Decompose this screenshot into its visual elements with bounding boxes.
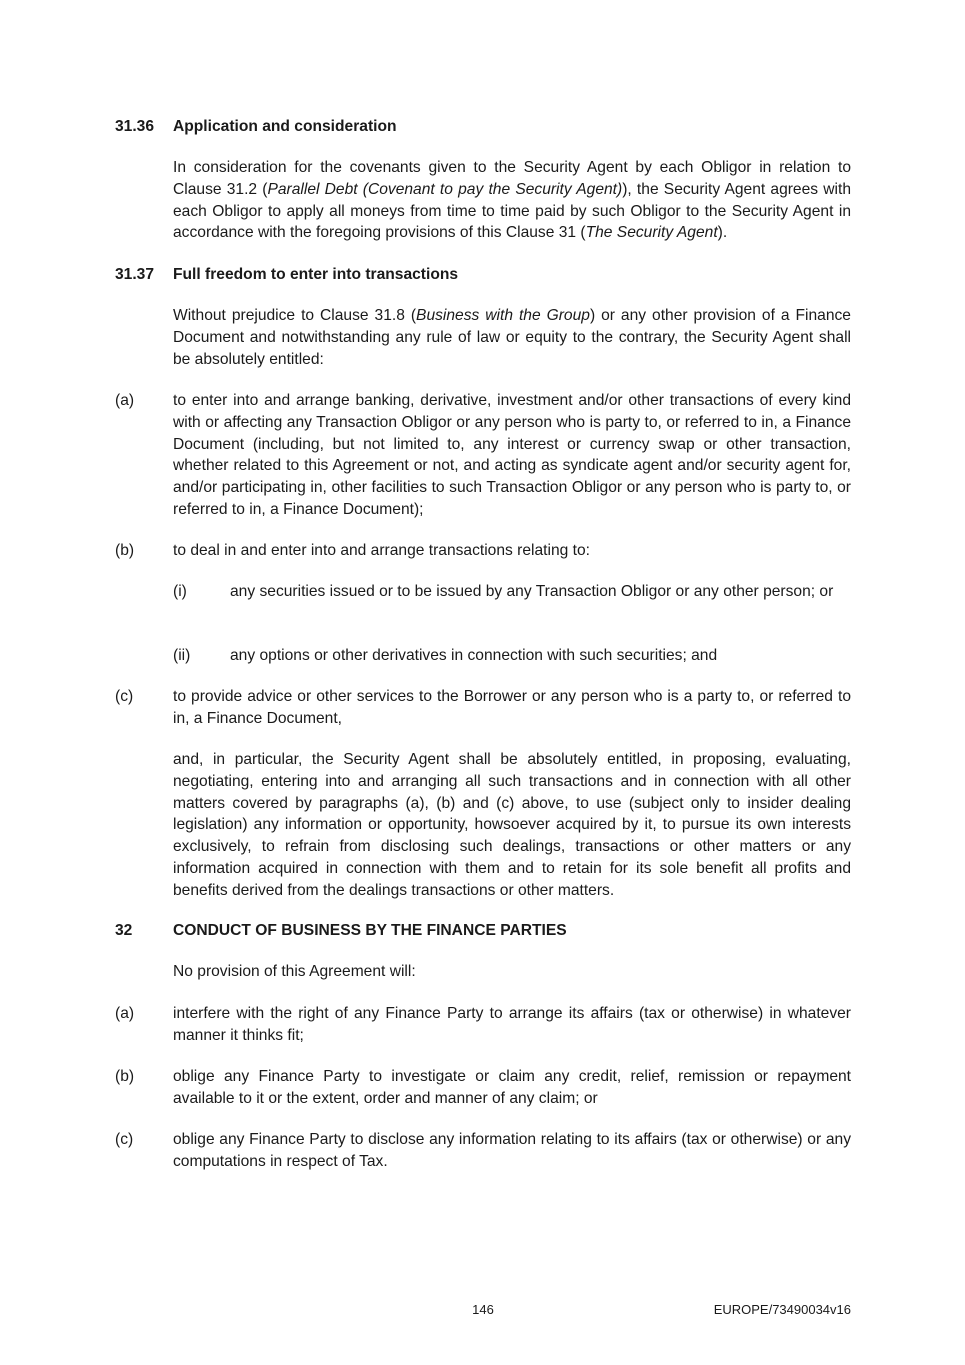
clause-heading: Application and consideration bbox=[173, 118, 397, 135]
clause-paragraph: Without prejudice to Clause 31.8 (Business with the Group) or any other provision of a Finance Document and notwithstanding any rule of law or equity to the contrary, the Security Agent shall be absolutely entitled: bbox=[173, 307, 851, 368]
clause-number: 31.37 bbox=[115, 266, 155, 283]
document-reference: EUROPE/73490034v16 bbox=[713, 1302, 851, 1317]
item-text: to deal in and enter into and arrange transactions relating to: bbox=[173, 542, 590, 559]
item-text: oblige any Finance Party to disclose any information relating to its affairs (tax or otherwise) or any computations in respect of Tax. bbox=[173, 1131, 851, 1170]
clause-number: 31.36 bbox=[115, 118, 155, 135]
item-label: (b) bbox=[115, 542, 135, 559]
clause-number: 32 bbox=[115, 922, 133, 939]
subitem-label: (i) bbox=[173, 583, 187, 600]
item-label: (b) bbox=[115, 1068, 135, 1085]
subitem-label: (ii) bbox=[173, 647, 191, 664]
clause-paragraph: No provision of this Agreement will: bbox=[173, 963, 416, 980]
item-text: to enter into and arrange banking, derivative, investment and/or other transactions of every kind with or affecting any Transaction Obligor or any person who is party to, or referred to in, a Finance Document (including, but not limited to, any interest or currency swap or other transaction, whether related to this Agreement or not, and acting as syndicate agent and/or security agent for, and/or participating in, other facilities to such Transaction Obligor or any person who is party to, or referred to in, a Finance Document); bbox=[173, 392, 851, 518]
item-label: (a) bbox=[115, 392, 135, 409]
item-label: (c) bbox=[115, 1131, 134, 1148]
clause-heading: CONDUCT OF BUSINESS BY THE FINANCE PARTIES bbox=[173, 922, 567, 939]
item-label: (c) bbox=[115, 688, 134, 705]
item-text: oblige any Finance Party to investigate or claim any credit, relief, remission or repayment available to it or the extent, order and manner of any claim; or bbox=[173, 1068, 851, 1107]
subitem-text: any securities issued or to be issued by any Transaction Obligor or any other person; or bbox=[230, 583, 834, 600]
item-label: (a) bbox=[115, 1005, 135, 1022]
closing-paragraph: and, in particular, the Security Agent shall be absolutely entitled, in proposing, evaluating, negotiating, entering into and arranging all such transactions and in connection with all other matters covered by paragraphs (a), (b) and (c) above, to use (subject only to insider dealing legislation) any information or opportunity, howsoever acquired by it, to pursue its own interests exclusively, to refrain from disclosing such dealings, transactions or other matters or any information acquired in connection with them and to retain for its sole benefit all profits and benefits derived from the dealings transactions or other matters. bbox=[173, 751, 851, 899]
item-text: interfere with the right of any Finance Party to arrange its affairs (tax or otherwise) in whatever manner it thinks fit; bbox=[173, 1005, 851, 1044]
item-text: to provide advice or other services to the Borrower or any person who is a party to, or referred to in, a Finance Document, bbox=[173, 688, 851, 727]
subitem-text: any options or other derivatives in connection with such securities; and bbox=[230, 647, 718, 664]
clause-paragraph: In consideration for the covenants given to the Security Agent by each Obligor in relation to Clause 31.2 (Parallel Debt (Covenant to pay the Security Agent)), the Security Agent agrees with each Obligor to apply all moneys from time to time paid by such Obligor to the Security Agent in accordance with the foregoing provisions of this Clause 31 (The Security Agent). bbox=[173, 159, 851, 242]
page-number: 146 bbox=[472, 1302, 494, 1317]
clause-heading: Full freedom to enter into transactions bbox=[173, 266, 459, 283]
